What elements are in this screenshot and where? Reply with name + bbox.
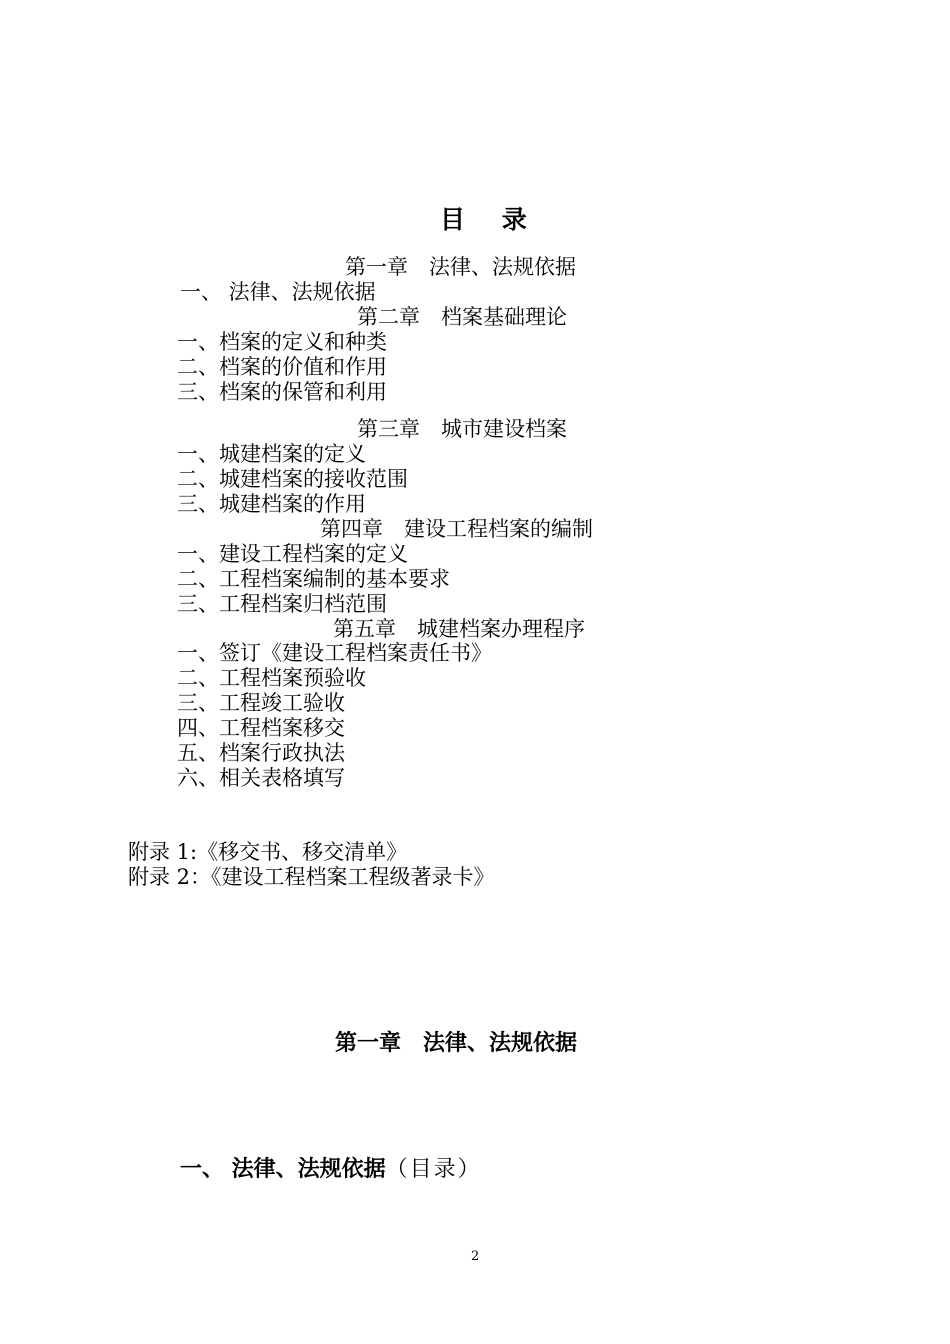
chapter-heading: 第一章 法律、法规依据 (335, 1030, 578, 1056)
section-heading-note: （目录） (385, 1157, 482, 1182)
toc-item[interactable]: 一、 法律、法规依据 (180, 280, 376, 304)
toc-appendix-2[interactable]: 附录 2：《建设工程档案工程级著录卡》 (128, 865, 495, 889)
toc-item[interactable]: 二、工程档案编制的基本要求 (177, 567, 450, 591)
toc-item[interactable]: 二、工程档案预验收 (177, 666, 366, 690)
toc-item[interactable]: 六、相关表格填写 (177, 766, 345, 790)
toc-item[interactable]: 一、签订《建设工程档案责任书》 (177, 641, 492, 665)
toc-appendix-1[interactable]: 附录 1:《移交书、移交清单》 (128, 840, 408, 864)
page-number: 2 (471, 1249, 480, 1264)
toc-item[interactable]: 二、城建档案的接收范围 (177, 467, 408, 491)
toc-item[interactable]: 五、档案行政执法 (177, 741, 345, 765)
toc-item[interactable]: 四、工程档案移交 (177, 716, 345, 740)
toc-item[interactable]: 一、档案的定义和种类 (177, 330, 387, 354)
toc-item[interactable]: 三、城建档案的作用 (177, 492, 366, 516)
toc-chapter-5[interactable]: 第五章 城建档案办理程序 (333, 617, 585, 641)
toc-chapter-2[interactable]: 第二章 档案基础理论 (357, 305, 567, 329)
toc-item[interactable]: 二、档案的价值和作用 (177, 355, 387, 379)
toc-chapter-3[interactable]: 第三章 城市建设档案 (357, 417, 567, 441)
toc-item[interactable]: 三、工程竣工验收 (177, 691, 345, 715)
section-heading (180, 1152, 482, 1183)
toc-chapter-1[interactable]: 第一章 法律、法规依据 (345, 255, 576, 279)
toc-item[interactable]: 一、建设工程档案的定义 (177, 542, 408, 566)
toc-item[interactable]: 三、档案的保管和利用 (177, 380, 387, 404)
toc-item[interactable]: 三、工程档案归档范围 (177, 592, 387, 616)
section-heading-text: 一、 法律、法规依据 (180, 1156, 386, 1182)
toc-chapter-4[interactable]: 第四章 建设工程档案的编制 (320, 517, 593, 541)
toc-item[interactable]: 一、城建档案的定义 (177, 442, 366, 466)
toc-title: 目 录 (440, 205, 541, 234)
